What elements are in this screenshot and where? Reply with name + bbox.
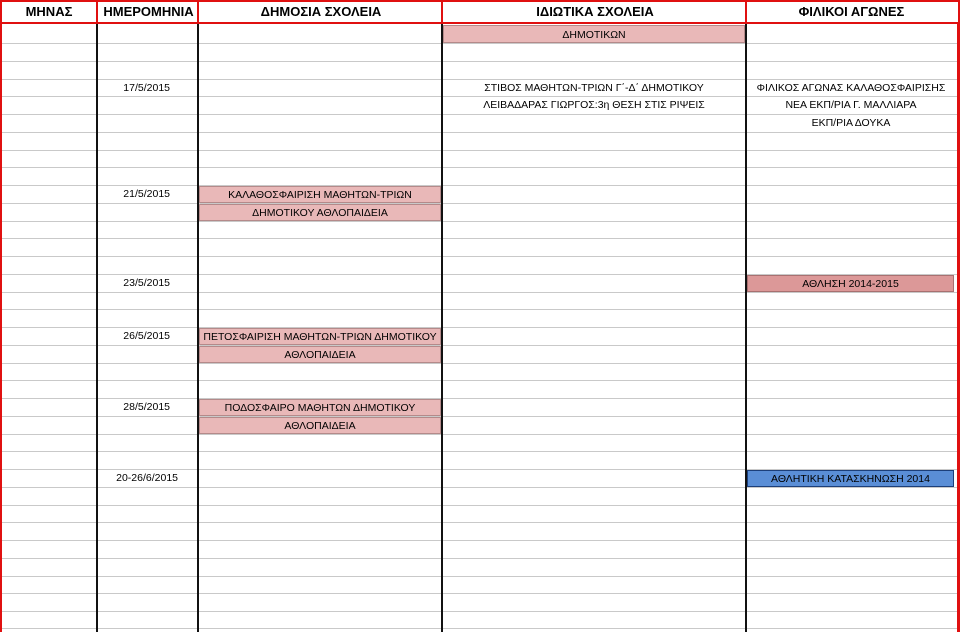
date-cell: 28/5/2015: [123, 401, 170, 413]
grid-line: [0, 61, 960, 62]
header-row: [0, 0, 960, 24]
event-cell: ΠΟΔΟΣΦΑΙΡΟ ΜΑΘΗΤΩΝ ΔΗΜΟΤΙΚΟΥ: [199, 399, 441, 416]
event-cell: ΠΕΤΟΣΦΑΙΡΙΣΗ ΜΑΘΗΤΩΝ-ΤΡΙΩΝ ΔΗΜΟΤΙΚΟΥ: [199, 328, 441, 345]
event-cell: ΑΘΛΟΠΑΙΔΕΙΑ: [199, 346, 441, 363]
grid-line: [0, 505, 960, 506]
grid-line: [0, 221, 960, 222]
grid-line: [0, 203, 960, 204]
grid-line: [0, 522, 960, 523]
grid-line: [0, 487, 960, 488]
grid-line: [0, 238, 960, 239]
grid-line: [0, 558, 960, 559]
header-public-schools: ΔΗΜΟΣΙΑ ΣΧΟΛΕΙΑ: [260, 4, 382, 19]
event-cell: ΕΚΠ/ΡΙΑ ΔΟΥΚΑ: [811, 117, 891, 129]
event-cell: ΣΤΙΒΟΣ ΜΑΘΗΤΩΝ-ΤΡΙΩΝ Γ΄-Δ΄ ΔΗΜΟΤΙΚΟΥ: [484, 82, 704, 94]
header-date: ΗΜΕΡΟΜΗΝΙΑ: [103, 4, 194, 19]
date-cell: 23/5/2015: [123, 277, 170, 289]
event-cell: ΑΘΛΗΣΗ 2014-2015: [747, 275, 954, 292]
event-cell: ΔΗΜΟΤΙΚΟΥ ΑΘΛΟΠΑΙΔΕΙΑ: [199, 204, 441, 221]
grid-line: [0, 150, 960, 151]
grid-line: [0, 345, 960, 346]
grid-line: [0, 380, 960, 381]
grid-line: [0, 611, 960, 612]
grid-line: [0, 292, 960, 293]
header-private-schools: ΙΔΙΩΤΙΚΑ ΣΧΟΛΕΙΑ: [536, 4, 654, 19]
date-cell: 20-26/6/2015: [116, 472, 178, 484]
grid-line: [0, 256, 960, 257]
event-cell: ΑΘΛΗΤΙΚΗ ΚΑΤΑΣΚΗΝΩΣΗ 2014: [747, 470, 954, 487]
grid-line: [0, 309, 960, 310]
date-cell: 26/5/2015: [123, 330, 170, 342]
subheader-primary-schools: ΔΗΜΟΤΙΚΩΝ: [443, 25, 745, 43]
date-cell: 17/5/2015: [123, 82, 170, 94]
header-month: ΜΗΝΑΣ: [25, 4, 73, 19]
grid-line: [0, 132, 960, 133]
event-cell: ΦΙΛΙΚΟΣ ΑΓΩΝΑΣ ΚΑΛΑΘΟΣΦΑΙΡΙΣΗΣ: [756, 82, 946, 94]
event-cell: ΛΕΙΒΑΔΑΡΑΣ ΓΙΩΡΓΟΣ:3η ΘΕΣΗ ΣΤΙΣ ΡΙΨΕΙΣ: [483, 99, 705, 111]
header-friendly-games: ΦΙΛΙΚΟΙ ΑΓΩΝΕΣ: [798, 4, 905, 19]
event-cell: ΝΕΑ ΕΚΠ/ΡΙΑ Γ. ΜΑΛΛΙΑΡΑ: [785, 99, 917, 111]
grid-line: [0, 576, 960, 577]
grid-line: [0, 540, 960, 541]
grid-line: [0, 451, 960, 452]
date-cell: 21/5/2015: [123, 188, 170, 200]
column-separator: [197, 0, 199, 632]
grid-line: [0, 593, 960, 594]
grid-line: [0, 363, 960, 364]
left-border: [0, 0, 2, 632]
grid-line: [0, 628, 960, 629]
grid-line: [0, 434, 960, 435]
grid-line: [0, 167, 960, 168]
grid-line: [0, 43, 960, 44]
grid-line: [0, 416, 960, 417]
event-cell: ΑΘΛΟΠΑΙΔΕΙΑ: [199, 417, 441, 434]
event-cell: ΚΑΛΑΘΟΣΦΑΙΡΙΣΗ ΜΑΘΗΤΩΝ-ΤΡΙΩΝ: [199, 186, 441, 203]
